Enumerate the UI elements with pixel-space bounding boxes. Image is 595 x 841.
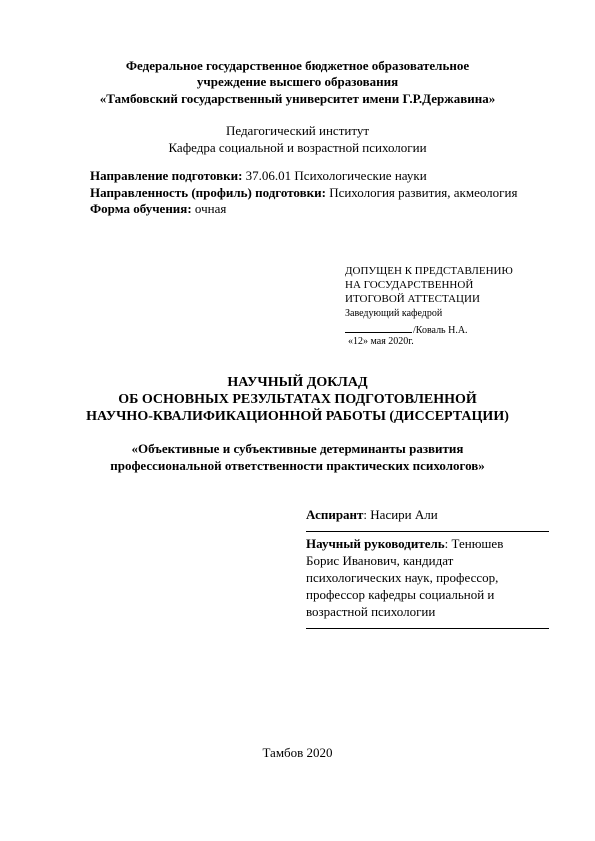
profile-field bbox=[90, 186, 517, 199]
approval-date: «12» мая 2020г. bbox=[348, 336, 414, 347]
form-value: очная bbox=[191, 201, 227, 216]
approval-signature-line bbox=[345, 323, 468, 336]
supervisor-line-1 bbox=[306, 537, 503, 550]
approval-line-1: ДОПУЩЕН К ПРЕДСТАВЛЕНИЮ bbox=[345, 265, 513, 277]
city-year: Тамбов 2020 bbox=[262, 745, 333, 760]
signature-blank bbox=[345, 323, 412, 333]
department-name: Кафедра социальной и возрастной психологии bbox=[168, 140, 427, 155]
supervisor-line-2: Борис Иванович, кандидат bbox=[306, 553, 454, 568]
supervisor-label: Научный руководитель bbox=[306, 536, 445, 551]
header-line-3: «Тамбовский государственный университет имени Г.Р.Державина» bbox=[99, 91, 496, 106]
approval-line-3: ИТОГОВОЙ АТТЕСТАЦИИ bbox=[345, 293, 480, 305]
header-line-1: Федеральное государственное бюджетное образовательное bbox=[125, 58, 470, 73]
supervisor-line-3: психологических наук, профессор, bbox=[306, 570, 499, 585]
aspirant-field bbox=[306, 508, 438, 521]
report-title-line-1: НАУЧНЫЙ ДОКЛАД bbox=[227, 375, 368, 390]
form-label: Форма обучения: bbox=[90, 201, 192, 216]
topic-line-1: «Объективные и субъективные детерминанты развития bbox=[131, 441, 464, 456]
aspirant-value: : Насири Али bbox=[363, 507, 438, 522]
direction-field bbox=[90, 169, 427, 182]
profile-value: Психология развития, акмеология bbox=[325, 185, 518, 200]
report-title-line-3: НАУЧНО-КВАЛИФИКАЦИОННОЙ РАБОТЫ (ДИССЕРТАЦИИ) bbox=[86, 409, 509, 424]
form-field bbox=[90, 202, 226, 215]
supervisor-line-4: профессор кафедры социальной и bbox=[306, 587, 495, 602]
supervisor-line-5: возрастной психологии bbox=[306, 604, 436, 619]
supervisor-name-start: : Тенюшев bbox=[444, 536, 504, 551]
supervisor-divider bbox=[306, 628, 549, 629]
approval-line-2: НА ГОСУДАРСТВЕННОЙ bbox=[345, 279, 474, 291]
approval-signer: /Коваль Н.А. bbox=[413, 325, 468, 336]
institute-name: Педагогический институт bbox=[225, 123, 370, 138]
aspirant-divider bbox=[306, 531, 549, 532]
topic-line-2: профессиональной ответственности практических психологов» bbox=[110, 458, 485, 473]
header-line-2: учреждение высшего образования bbox=[196, 74, 399, 89]
direction-value: 37.06.01 Психологические науки bbox=[242, 168, 427, 183]
direction-label: Направление подготовки: bbox=[90, 168, 243, 183]
approval-line-4: Заведующий кафедрой bbox=[345, 308, 443, 319]
profile-label: Направленность (профиль) подготовки: bbox=[90, 185, 326, 200]
aspirant-label: Аспирант bbox=[306, 507, 364, 522]
report-title-line-2: ОБ ОСНОВНЫХ РЕЗУЛЬТАТАХ ПОДГОТОВЛЕННОЙ bbox=[118, 392, 477, 407]
